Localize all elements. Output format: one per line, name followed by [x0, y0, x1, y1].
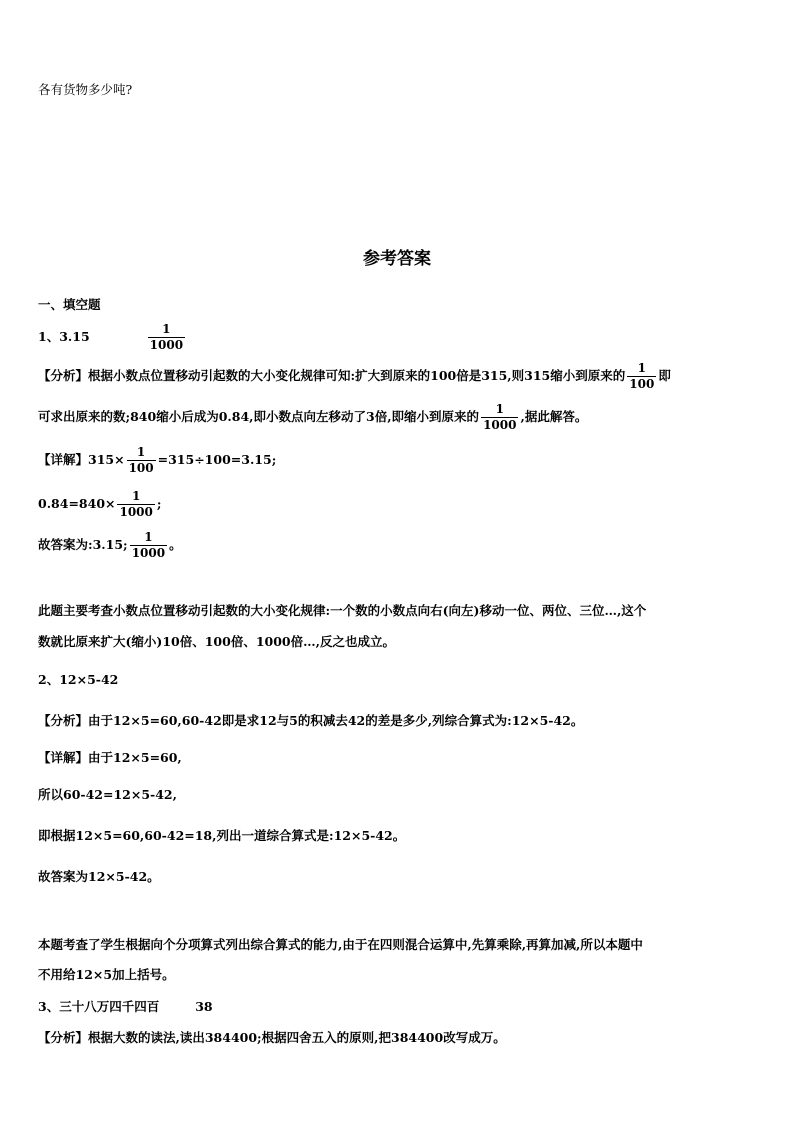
q1-answer-line — [38, 322, 187, 353]
q1-analysis-line2 — [38, 402, 587, 433]
fraction-numerator: 1 — [637, 361, 646, 375]
question-tail: 各有货物多少吨? — [38, 82, 133, 97]
fraction — [117, 489, 154, 520]
detail-text: =315÷100=3.15; — [157, 452, 277, 467]
q3-header — [38, 999, 213, 1015]
detail-text: 【详解】315× — [38, 452, 125, 467]
section-heading: 一、填空题 — [38, 297, 101, 312]
page-title: 参考答案 — [363, 249, 431, 269]
q1-comment-line2: 数就比原来扩大(缩小)10倍、100倍、1000倍…,反之也成立。 — [38, 634, 395, 649]
answer-text: 。 — [169, 537, 182, 552]
fraction-denominator: 1000 — [131, 546, 166, 560]
fraction-numerator: 1 — [495, 402, 504, 416]
q1-analysis-line1 — [38, 361, 671, 392]
fraction-numerator: 1 — [144, 530, 153, 544]
q3-answer-a: 3、三十八万四千四百 — [38, 999, 160, 1014]
fraction-numerator: 1 — [132, 489, 141, 503]
q2-detail-line3: 即根据12×5=60,60-42=18,列出一道综合算式是:12×5-42。 — [38, 828, 406, 843]
q2-detail-line2: 所以60-42=12×5-42, — [38, 787, 177, 802]
q1-detail-line1 — [38, 445, 276, 476]
q3-answer-b: 38 — [195, 999, 213, 1014]
analysis-text: 可求出原来的数;840缩小后成为0.84,即小数点向左移动了3倍,即缩小到原来的 — [38, 409, 480, 424]
fraction-denominator: 1000 — [119, 505, 153, 519]
detail-text: ; — [156, 496, 162, 511]
fraction — [130, 530, 167, 561]
fraction — [481, 402, 518, 433]
fraction-denominator: 1000 — [483, 418, 517, 432]
fraction — [627, 361, 656, 392]
q2-comment-line2: 不用给12×5加上括号。 — [38, 967, 175, 982]
q2-analysis: 【分析】由于12×5=60,60-42即是求12与5的积减去42的差是多少,列综合算式为:12×5-42。 — [38, 713, 584, 728]
fraction — [127, 445, 156, 476]
answer-text: 故答案为:3.15; — [38, 537, 128, 552]
q2-answer: 故答案为12×5-42。 — [38, 869, 160, 884]
q1-answer-fraction — [148, 322, 185, 353]
q1-answer-a: 3.15 — [59, 329, 90, 344]
analysis-text: 即 — [658, 368, 671, 383]
fraction-numerator: 1 — [162, 322, 171, 336]
fraction-numerator: 1 — [136, 445, 146, 459]
fraction-denominator: 1000 — [149, 338, 184, 352]
q1-number: 1、 — [38, 329, 60, 344]
q1-answer-conclusion — [38, 530, 182, 561]
fraction-denominator: 100 — [629, 377, 655, 391]
q2-comment-line1: 本题考查了学生根据向个分项算式列出综合算式的能力,由于在四则混合运算中,先算乘除,再算加减,所以本题中 — [38, 937, 643, 952]
analysis-text: 【分析】根据小数点位置移动引起数的大小变化规律可知:扩大到原来的100倍是315,则315缩小到原来的 — [38, 368, 626, 383]
q2-detail-line1: 【详解】由于12×5=60, — [38, 750, 182, 765]
q3-analysis: 【分析】根据大数的读法,读出384400;根据四舍五入的原则,把384400改写成万。 — [38, 1030, 506, 1045]
fraction-denominator: 100 — [128, 461, 154, 475]
detail-text: 0.84=840× — [38, 496, 116, 511]
q1-detail-line2 — [38, 489, 162, 520]
q1-comment-line1: 此题主要考查小数点位置移动引起数的大小变化规律:一个数的小数点向右(向左)移动一位、两位、三位…,这个 — [38, 603, 647, 618]
q2-header: 2、12×5-42 — [38, 672, 119, 687]
analysis-text: ,据此解答。 — [520, 409, 588, 424]
